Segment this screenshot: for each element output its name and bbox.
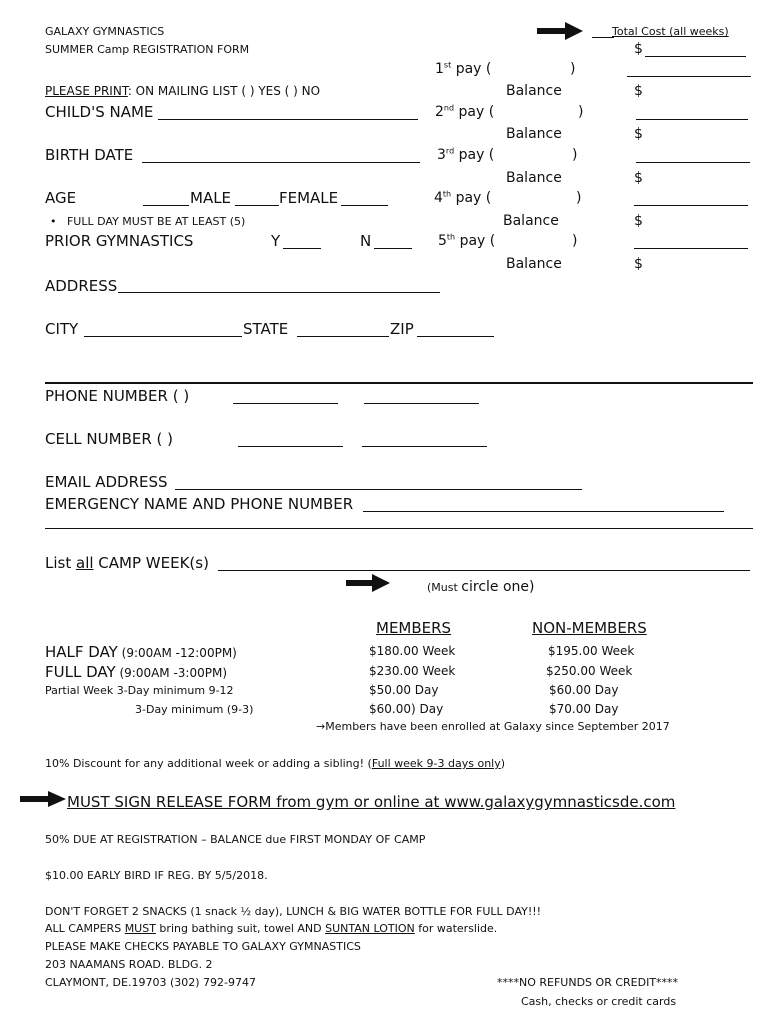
payment-label: 2nd pay (	[435, 103, 495, 120]
section-divider	[45, 382, 753, 384]
half-day-label: HALF DAY (9:00AM -12:00PM)	[45, 643, 237, 661]
balance-label: Balance	[506, 256, 562, 272]
emergency-label: EMERGENCY NAME AND PHONE NUMBER	[45, 495, 354, 513]
payment-close: )	[576, 190, 582, 206]
female-label: FEMALE	[279, 189, 339, 207]
snacks-note: DON'T FORGET 2 SNACKS (1 snack ½ day), LUNCH & BIG WATER BOTTLE FOR FULL DAY!!!	[45, 905, 542, 918]
emergency-field[interactable]	[363, 511, 724, 512]
total-cost-underline	[592, 37, 614, 38]
male-label: MALE	[190, 189, 232, 207]
arrow-right-icon	[537, 22, 583, 40]
phone-number-field[interactable]	[233, 403, 338, 404]
cell-number-field-2[interactable]	[362, 446, 487, 447]
gym-address-line1: 203 NAAMANS ROAD. BLDG. 2	[45, 958, 213, 971]
zip-field[interactable]	[417, 336, 494, 337]
arrow-right-icon	[20, 791, 66, 807]
partial-week-label: Partial Week 3-Day minimum 9-12	[45, 684, 234, 697]
address-field[interactable]	[118, 292, 440, 293]
payment-label: 3rd pay (	[437, 146, 495, 163]
payment-close: )	[572, 233, 578, 249]
full-day-nonmembers-price: $250.00 Week	[546, 664, 633, 678]
partial-full-members-price: $60.00) Day	[369, 702, 444, 716]
payment-label: 1st pay (	[435, 60, 492, 77]
members-note: →Members have been enrolled at Galaxy since September 2017	[316, 720, 670, 733]
cell-number-label: CELL NUMBER ( )	[45, 430, 174, 448]
female-field[interactable]	[341, 205, 388, 206]
partial-half-members-price: $50.00 Day	[369, 683, 439, 697]
city-label: CITY	[45, 320, 79, 338]
state-label: STATE	[243, 320, 289, 338]
balance-label: Balance	[506, 170, 562, 186]
age-field[interactable]	[143, 205, 189, 206]
phone-number-field-2[interactable]	[364, 403, 479, 404]
balance-dollar: $	[634, 170, 643, 186]
balance-label: Balance	[506, 83, 562, 99]
payment-amount-field[interactable]	[636, 162, 750, 163]
nonmembers-header: NON-MEMBERS	[532, 619, 647, 637]
payment-close: )	[578, 104, 584, 120]
gym-address-line2: CLAYMONT, DE.19703 (302) 792-9747	[45, 976, 256, 989]
release-form-notice: MUST SIGN RELEASE FORM from gym or online at www.galaxygymnasticsde.com	[67, 793, 676, 811]
payment-due-note: 50% DUE AT REGISTRATION – BALANCE due FIRST MONDAY OF CAMP	[45, 833, 426, 846]
age-label: AGE	[45, 189, 77, 207]
payment-amount-field[interactable]	[627, 76, 751, 77]
balance-label: Balance	[503, 213, 559, 229]
balance-dollar: $	[634, 213, 643, 229]
payment-label: 4th pay (	[434, 189, 492, 206]
mailing-list-question: PLEASE PRINT: ON MAILING LIST ( ) YES ( ) NO	[45, 84, 321, 98]
payment-amount-field[interactable]	[634, 248, 748, 249]
payment-amount-field[interactable]	[636, 119, 748, 120]
full-day-label: FULL DAY (9:00AM -3:00PM)	[45, 663, 228, 681]
half-day-members-price: $180.00 Week	[369, 644, 456, 658]
zip-label: ZIP	[390, 320, 414, 338]
prior-no-label: N	[360, 232, 372, 250]
form-title: SUMMER Camp REGISTRATION FORM	[45, 43, 250, 56]
balance-dollar: $	[634, 256, 643, 272]
campers-note: ALL CAMPERS MUST bring bathing suit, towel AND SUNTAN LOTION for waterslide.	[45, 922, 498, 935]
child-name-field[interactable]	[158, 119, 418, 120]
camp-weeks-field[interactable]	[218, 570, 750, 571]
city-field[interactable]	[84, 336, 242, 337]
birth-date-field[interactable]	[142, 162, 420, 163]
half-day-nonmembers-price: $195.00 Week	[548, 644, 635, 658]
members-header: MEMBERS	[376, 619, 452, 637]
checks-payable-note: PLEASE MAKE CHECKS PAYABLE TO GALAXY GYMNASTICS	[45, 940, 361, 953]
arrow-right-icon	[346, 574, 390, 592]
address-label: ADDRESS	[45, 277, 118, 295]
total-cost-label: Total Cost (all weeks)	[612, 25, 729, 38]
prior-yes-field[interactable]	[283, 248, 321, 249]
payment-close: )	[570, 61, 576, 77]
balance-dollar: $	[634, 83, 643, 99]
discount-note: 10% Discount for any additional week or adding a sibling! (Full week 9-3 days only)	[45, 757, 506, 770]
partial-full-nonmembers-price: $70.00 Day	[549, 702, 619, 716]
phone-number-label: PHONE NUMBER ( )	[45, 387, 190, 405]
male-field[interactable]	[235, 205, 279, 206]
state-field[interactable]	[297, 336, 389, 337]
payment-amount-field[interactable]	[634, 205, 748, 206]
birth-date-label: BIRTH DATE	[45, 146, 134, 164]
prior-no-field[interactable]	[374, 248, 412, 249]
balance-dollar: $	[634, 126, 643, 142]
circle-one-note: (Must circle one)	[427, 579, 535, 595]
no-refunds-note: ****NO REFUNDS OR CREDIT****	[497, 976, 679, 989]
full-day-members-price: $230.00 Week	[369, 664, 456, 678]
camp-weeks-label: List all CAMP WEEK(s)	[45, 554, 209, 572]
prior-yes-label: Y	[271, 232, 281, 250]
balance-label: Balance	[506, 126, 562, 142]
total-cost-field[interactable]	[645, 56, 746, 57]
full-day-note: • FULL DAY MUST BE AT LEAST (5)	[50, 215, 246, 228]
payment-close: )	[572, 147, 578, 163]
payment-methods-note: Cash, checks or credit cards	[521, 995, 677, 1008]
child-name-label: CHILD'S NAME	[45, 103, 154, 121]
partial-half-nonmembers-price: $60.00 Day	[549, 683, 619, 697]
early-bird-note: $10.00 EARLY BIRD IF REG. BY 5/5/2018.	[45, 869, 268, 882]
payment-label: 5th pay (	[438, 232, 496, 249]
total-cost-dollar: $	[634, 41, 643, 57]
org-name: GALAXY GYMNASTICS	[45, 25, 165, 38]
section-divider	[45, 528, 753, 529]
email-field[interactable]	[175, 489, 582, 490]
partial-full-label: 3-Day minimum (9-3)	[135, 703, 254, 716]
cell-number-field[interactable]	[238, 446, 343, 447]
email-label: EMAIL ADDRESS	[45, 473, 168, 491]
prior-gymnastics-label: PRIOR GYMNASTICS	[45, 232, 194, 250]
